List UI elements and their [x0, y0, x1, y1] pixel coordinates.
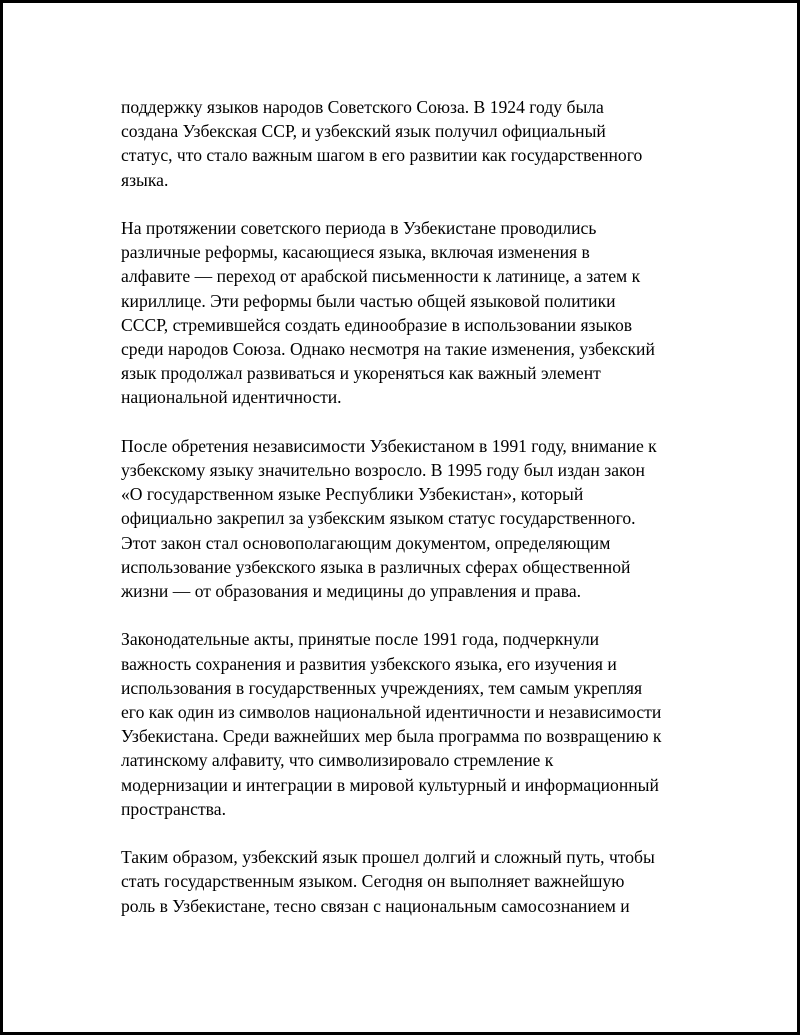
text-line: алфавите — переход от арабской письменности к латинице, а затем к — [121, 266, 641, 287]
text-line: жизни — от образования и медицины до управления и права. — [121, 581, 582, 602]
text-line: кириллице. Эти реформы были частью общей языковой политики — [121, 290, 616, 311]
text-line: После обретения независимости Узбекистаном в 1991 году, внимание к — [121, 435, 657, 456]
text-line: статус, что стало важным шагом в его развитии как государственного — [121, 145, 643, 166]
text-line: роль в Узбекистане, тесно связан с национальным самосознанием и — [121, 895, 630, 916]
paragraph-5 — [121, 845, 721, 918]
text-line: «О государственном языке Республики Узбекистан», который — [121, 484, 584, 505]
text-line: языка. — [121, 169, 169, 190]
text-line: создана Узбекская ССР, и узбекский язык получил официальный — [121, 121, 606, 142]
paragraph-2 — [121, 216, 721, 410]
paragraph-3 — [121, 434, 721, 603]
text-line: На протяжении советского периода в Узбекистане проводились — [121, 218, 597, 238]
text-line: различные реформы, касающиеся языка, включая изменения в — [121, 242, 590, 263]
text-line: использование узбекского языка в различных сферах общественной — [121, 556, 631, 577]
document-body — [121, 95, 721, 918]
text-line: Таким образом, узбекский язык прошел долгий и сложный путь, чтобы — [121, 847, 655, 868]
text-line: узбекскому языку значительно возросло. В 1995 году был издан закон — [121, 460, 645, 481]
text-line: Законодательные акты, принятые после 1991 года, подчеркнули — [121, 629, 600, 650]
text-line: пространства. — [121, 798, 226, 819]
text-line: Узбекистана. Среди важнейших мер была программа по возвращению к — [121, 726, 662, 747]
text-line: использования в государственных учреждениях, тем самым укрепляя — [121, 677, 643, 698]
text-line: СССР, стремившейся создать единообразие в использовании языков — [121, 314, 633, 335]
text-line: латинскому алфавиту, что символизировало стремление к — [121, 750, 554, 771]
text-line: важность сохранения и развития узбекского языка, его изучения и — [121, 653, 617, 674]
text-line: стать государственным языком. Сегодня он выполняет важнейшую — [121, 871, 625, 892]
text-line: его как один из символов национальной идентичности и независимости — [121, 702, 662, 723]
text-line: поддержку языков народов Советского Союза. В 1924 году была — [121, 97, 604, 117]
paragraph-4 — [121, 627, 721, 821]
text-line: среди народов Союза. Однако несмотря на такие изменения, узбекский — [121, 339, 655, 360]
text-line: модернизации и интеграции в мировой культурный и информационный — [121, 774, 659, 795]
text-line: язык продолжал развиваться и укореняться как важный элемент — [121, 363, 601, 384]
text-line: официально закрепил за узбекским языком статус государственного. — [121, 508, 636, 529]
text-line: национальной идентичности. — [121, 387, 342, 408]
paragraph-1 — [121, 95, 721, 192]
text-line: Этот закон стал основополагающим документом, определяющим — [121, 532, 611, 553]
